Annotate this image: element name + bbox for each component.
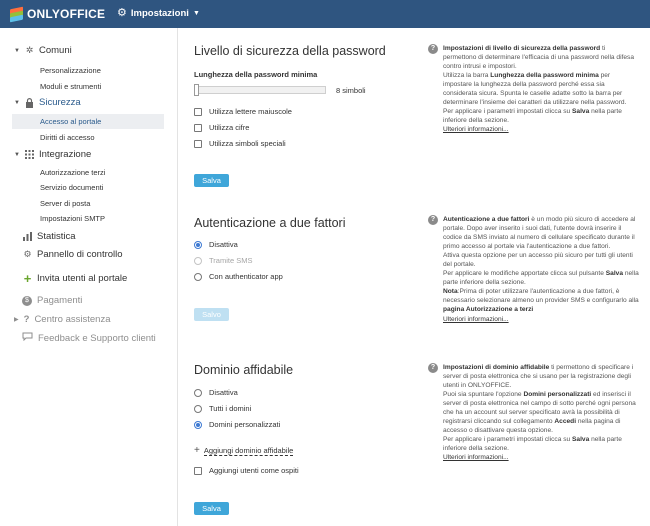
help-text: Impostazioni di livello di sicurezza della password ti permettono di determinare l'efficacia di una password nella difesa contro intrusi e impostori. Utilizza la barra Lunghezza della password minima per impostare la lunghezza della password perché essa sia considerata sicura. Spunta le caselle adatte sotto la barra per determinare l'insieme dei caratteri da utilizzare nella password. Per applicare i parametri impostati clicca su Salva nella parte inferiore della sezione. Ulteriori informazioni...	[443, 45, 634, 134]
sidebar-group-sicurezza[interactable]	[14, 97, 81, 108]
radio-tutti-domini[interactable]	[194, 404, 251, 413]
add-domain-label: Aggiungi dominio affidabile	[203, 446, 294, 455]
logo-text: ONLYOFFICE	[27, 7, 106, 21]
top-bar	[0, 0, 650, 28]
radio-disattiva-2fa[interactable]	[194, 240, 238, 249]
sidebar	[0, 28, 178, 526]
collapse-arrow-icon: ▼	[14, 151, 20, 158]
logo-icon	[10, 8, 23, 21]
sidebar-item-label: Centro assistenza	[34, 314, 111, 325]
two-factor-title: Autenticazione a due fattori	[194, 216, 346, 230]
option-uppercase[interactable]	[194, 107, 292, 116]
password-help-panel	[428, 44, 640, 134]
checkbox[interactable]	[194, 140, 202, 148]
radio-tramite-sms[interactable]	[194, 256, 252, 265]
sidebar-group-label: Comuni	[39, 45, 72, 56]
gear-icon: ⚙	[117, 7, 127, 19]
two-factor-help-panel	[428, 215, 640, 324]
save-two-factor-button[interactable]: Salvo	[194, 308, 229, 321]
onlyoffice-logo[interactable]	[10, 7, 105, 21]
gear-icon: ⚙	[23, 249, 32, 259]
chevron-right-icon: ▶	[14, 317, 19, 323]
sidebar-item-impostazioni-smtp[interactable]: Impostazioni SMTP	[40, 214, 106, 223]
sidebar-item-accesso-portale[interactable]: Accesso al portale	[12, 114, 164, 129]
question-icon: ?	[428, 215, 438, 225]
sidebar-statistica[interactable]	[22, 231, 76, 242]
checkbox[interactable]	[194, 467, 202, 475]
min-length-label: Lunghezza della password minima	[194, 70, 318, 79]
chat-icon	[22, 332, 33, 344]
sidebar-item-label: Pannello di controllo	[37, 249, 123, 260]
option-label: Disattiva	[209, 388, 238, 397]
radio-button[interactable]	[194, 405, 202, 413]
lock-icon	[24, 98, 35, 108]
radio-authenticator-app[interactable]	[194, 272, 283, 281]
option-add-guests[interactable]	[194, 466, 299, 475]
more-info-link[interactable]: Ulteriori informazioni...	[443, 315, 509, 323]
sidebar-item-autorizzazione-terzi[interactable]: Autorizzazione terzi	[40, 168, 106, 177]
bar-chart-icon	[22, 232, 33, 241]
sidebar-pannello-controllo[interactable]	[22, 249, 123, 260]
plus-icon: +	[194, 445, 200, 456]
option-label: Domini personalizzati	[209, 420, 281, 429]
sidebar-item-label: Statistica	[37, 231, 76, 242]
sidebar-item-diritti-accesso[interactable]: Diritti di accesso	[40, 133, 95, 142]
sidebar-invite-users[interactable]	[22, 271, 127, 286]
help-text: Autenticazione a due fattori è un modo più sicuro di accedere al portale. Dopo aver inserito i suoi dati, l'utente dovrà inserire il codice da SMS inviato al numero di cellulare specificato durante il primo accesso al portale via l'autenticazione a due fattori. Attiva questa opzione per un accesso più sicuro per tutti gli utenti del portale. Per applicare le modifiche apportate clicca sul pulsante Salva nella parte inferiore della sezione. Nota:Prima di poter utilizzare l'autenticazione a due fattori, è necessario selezionare almeno un provider SMS e configurarlo alla pagina Autorizzazione a terzi Ulteriori informazioni...	[443, 216, 639, 323]
sidebar-item-label: Invita utenti al portale	[37, 273, 128, 284]
radio-button[interactable]	[194, 257, 202, 265]
radio-button[interactable]	[194, 241, 202, 249]
option-label: Disattiva	[209, 240, 238, 249]
plus-icon: +	[23, 271, 32, 286]
radio-button[interactable]	[194, 273, 202, 281]
option-label: Tutti i domini	[209, 404, 252, 413]
domain-help-panel	[428, 363, 640, 463]
grid-icon	[24, 150, 35, 159]
collapse-arrow-icon: ▼	[14, 99, 20, 106]
sidebar-item-label: Pagamenti	[37, 295, 83, 306]
more-info-link[interactable]: Ulteriori informazioni...	[443, 126, 509, 134]
option-special-symbols[interactable]	[194, 139, 286, 148]
settings-menu-label: Impostazioni	[130, 8, 189, 19]
sidebar-group-comuni[interactable]	[14, 45, 72, 56]
sidebar-pagamenti[interactable]	[22, 295, 82, 306]
settings-menu[interactable]	[117, 8, 200, 19]
gear-icon: ✲	[25, 45, 34, 55]
password-length-slider[interactable]	[194, 86, 326, 94]
password-strength-title: Livello di sicurezza della password	[194, 44, 386, 58]
help-text: Impostazioni di dominio affidabile ti permettono di specificare i server di posta elettronica che si usano per la registrazione degli utenti in ONLYOFFICE. Puoi sia spuntare l'opzione Domini personalizzati ed inserisci il server di posta elettronica nel campo di sotto perché ogni persona che ha un account sul server specificato avrà la possibilità di registrarsi cliccando sul collegamento Accedi nella pagina di accesso o disattivare questa opzione. Per applicare i parametri impostati clicca su Salva nella parte inferiore della sezione. Ulteriori informazioni...	[443, 364, 636, 462]
sidebar-item-moduli[interactable]: Moduli e strumenti	[40, 82, 102, 91]
radio-button[interactable]	[194, 421, 202, 429]
option-digits[interactable]	[194, 123, 249, 132]
radio-button[interactable]	[194, 389, 202, 397]
dollar-icon: $	[22, 296, 32, 306]
collapse-arrow-icon: ▼	[14, 47, 20, 54]
radio-disattiva-domain[interactable]	[194, 388, 238, 397]
question-icon: ?	[428, 363, 438, 373]
option-label: Aggiungi utenti come ospiti	[209, 466, 299, 475]
checkbox[interactable]	[194, 108, 202, 116]
chevron-down-icon: ▼	[192, 10, 200, 17]
checkbox[interactable]	[194, 124, 202, 132]
sidebar-centro-assistenza[interactable]	[14, 314, 110, 325]
sidebar-group-label: Integrazione	[39, 149, 92, 160]
save-domain-button[interactable]: Salva	[194, 502, 229, 515]
sidebar-feedback[interactable]	[22, 332, 156, 344]
trusted-domain-title: Dominio affidabile	[194, 363, 294, 377]
sidebar-group-integrazione[interactable]	[14, 149, 91, 160]
option-label: Utilizza lettere maiuscole	[209, 107, 292, 116]
option-label: Utilizza simboli speciali	[209, 139, 286, 148]
sidebar-item-servizio-documenti[interactable]: Servizio documenti	[40, 183, 104, 192]
radio-domini-personalizzati[interactable]	[194, 420, 280, 429]
sidebar-group-label: Sicurezza	[39, 97, 81, 108]
sidebar-item-personalizzazione[interactable]: Personalizzazione	[40, 66, 101, 75]
slider-value: 8 simboli	[336, 86, 366, 95]
sidebar-item-server-posta[interactable]: Server di posta	[40, 199, 91, 208]
save-password-button[interactable]: Salva	[194, 174, 229, 187]
add-trusted-domain-link[interactable]	[194, 446, 293, 456]
option-label: Con authenticator app	[209, 272, 283, 281]
more-info-link[interactable]: Ulteriori informazioni...	[443, 454, 509, 462]
slider-handle[interactable]	[194, 84, 199, 96]
option-label: Tramite SMS	[209, 256, 253, 265]
question-icon: ?	[428, 44, 438, 54]
sidebar-item-label: Feedback e Supporto clienti	[38, 332, 156, 344]
question-icon: ?	[23, 314, 30, 325]
option-label: Utilizza cifre	[209, 123, 250, 132]
